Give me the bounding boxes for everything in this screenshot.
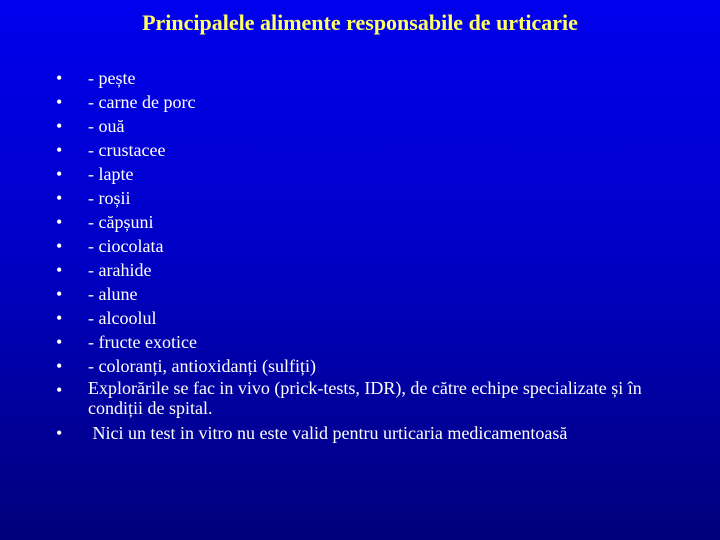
bullet-icon: •	[56, 356, 63, 376]
list-item	[56, 114, 656, 138]
bullet-icon: •	[56, 116, 63, 136]
bullet-icon: •	[56, 236, 63, 256]
list-item	[56, 186, 656, 210]
list-item	[56, 234, 656, 258]
list-item-text: - roșii	[88, 188, 131, 208]
list-item-text: - fructe exotice	[88, 332, 197, 352]
list-item-text: - ouă	[88, 116, 125, 136]
list-item	[56, 282, 656, 306]
list-item-text: - ciocolata	[88, 236, 164, 256]
bullet-icon: •	[56, 260, 63, 280]
list-item-text: - alcoolul	[88, 308, 157, 328]
list-item	[56, 330, 656, 354]
bullet-icon: •	[56, 164, 63, 184]
list-item-text: - coloranți, antioxidanți (sulfiți)	[88, 356, 316, 376]
list-item-text: - lapte	[88, 164, 134, 184]
bullet-list	[56, 66, 656, 445]
list-item	[56, 66, 656, 90]
bullet-icon: •	[56, 140, 63, 160]
list-item	[56, 162, 656, 186]
list-item-text: - arahide	[88, 260, 152, 280]
bullet-icon: •	[56, 284, 63, 304]
bullet-icon: •	[56, 212, 63, 232]
bullet-icon: •	[56, 423, 63, 443]
list-item	[56, 354, 656, 378]
bullet-icon: •	[56, 92, 63, 112]
bullet-icon: •	[56, 332, 63, 352]
list-item-text: - căpșuni	[88, 212, 154, 232]
list-item	[56, 421, 656, 445]
list-item	[56, 138, 656, 162]
list-item	[56, 258, 656, 282]
list-item-text: Nici un test in vitro nu este valid pentru urticaria medicamentoasă	[88, 423, 568, 443]
list-item-text: Explorările se fac in vivo (prick-tests, IDR), de către echipe specializate și în condiții de spital.	[88, 378, 647, 418]
list-item-text: - crustacee	[88, 140, 166, 160]
bullet-icon: •	[56, 380, 63, 400]
slide-title: Principalele alimente responsabile de urticarie	[142, 10, 578, 35]
bullet-icon: •	[56, 188, 63, 208]
list-item-text: - carne de porc	[88, 92, 196, 112]
list-item	[56, 210, 656, 234]
list-item-text: - alune	[88, 284, 138, 304]
list-item	[56, 306, 656, 330]
list-item	[56, 378, 656, 418]
list-item-text: - pește	[88, 68, 136, 88]
bullet-icon: •	[56, 68, 63, 88]
list-item	[56, 90, 656, 114]
bullet-icon: •	[56, 308, 63, 328]
